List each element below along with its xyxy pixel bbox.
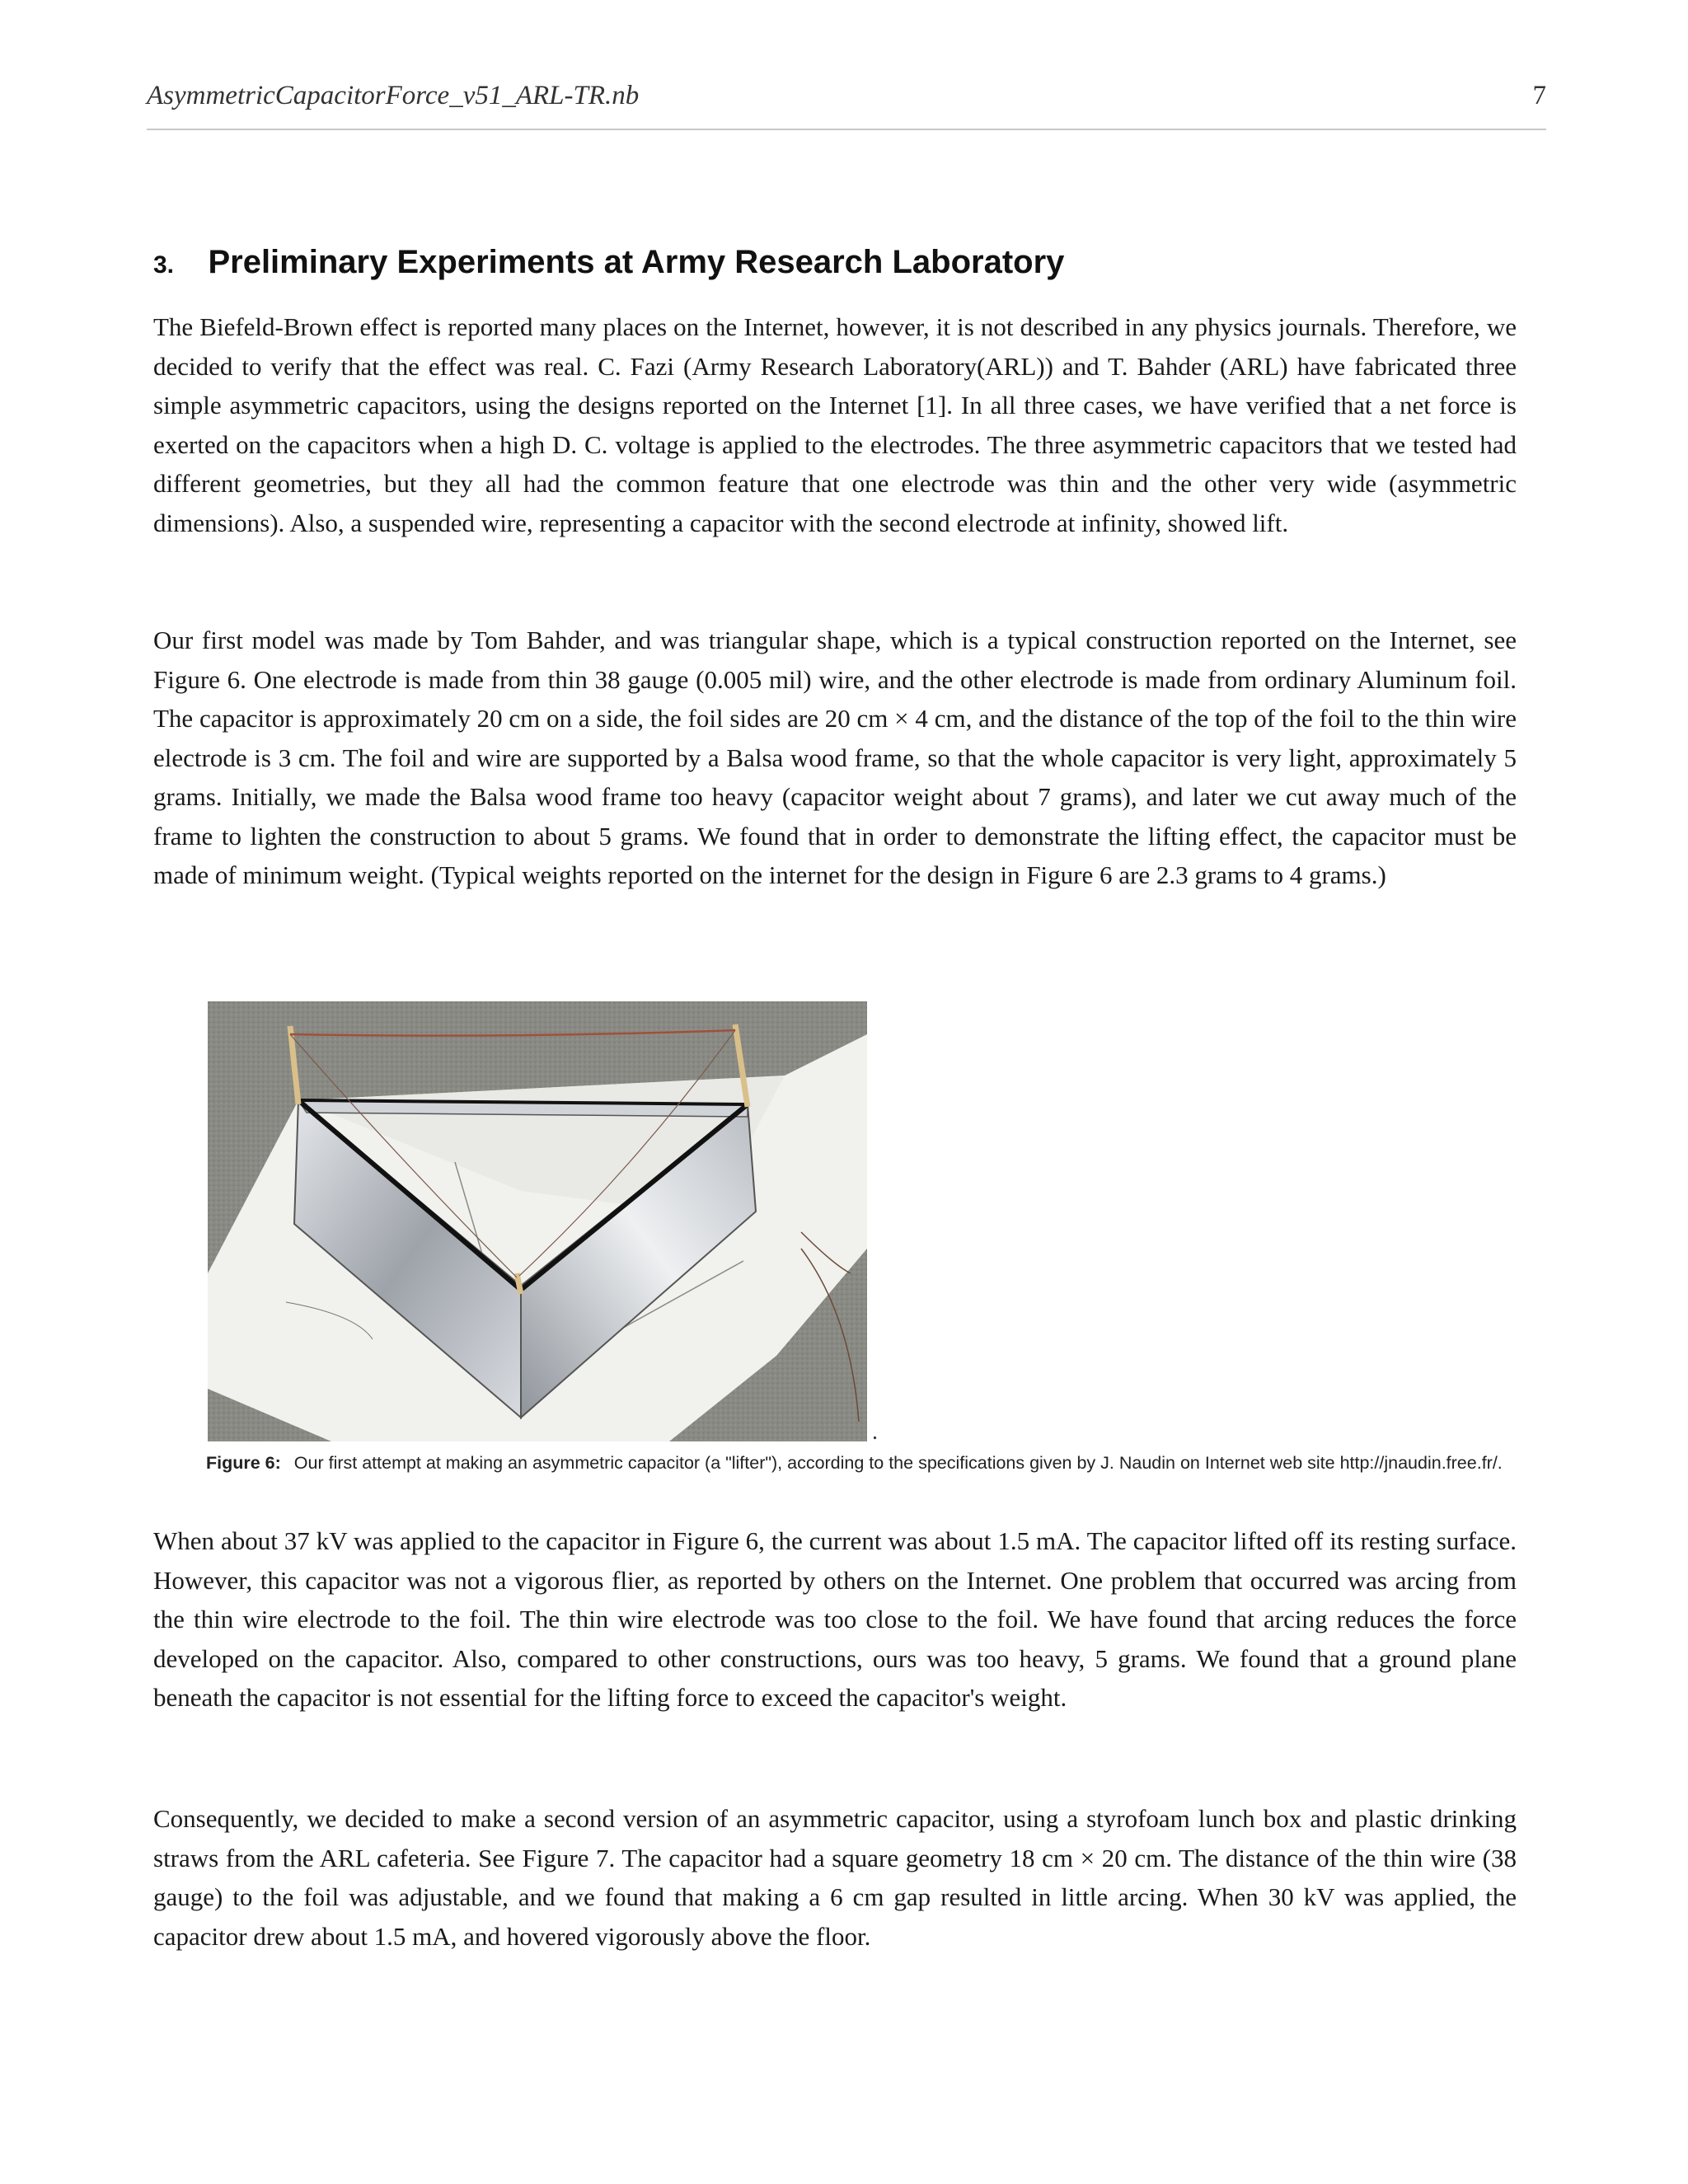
paragraph-2: Our first model was made by Tom Bahder, and was triangular shape, which is a typical construction reported on the Internet, see Figure 6. One electrode is made from thin 38 gauge (0.005 mil) wire, and the other electrode is made from ordinary Aluminum foil. The capacitor is approximately 20 cm on a side, the foil sides are 20 cm × 4 cm, and the distance of the top of the foil to the thin wire electrode is 3 cm. The foil and wire are supported by a Balsa wood frame, so that the whole capacitor is very light, approximately 5 grams. Initially, we made the Balsa wood frame too heavy (capacitor weight about 7 grams), and later we cut away much of the frame to lighten the construction to about 5 grams. We found that in order to demonstrate the lifting effect, the capacitor must be made of minimum weight. (Typical weights reported on the internet for the design in Figure 6 are 2.3 grams to 4 grams.) xyxy=(153,626,1517,889)
figure-6-photo xyxy=(208,1001,867,1441)
figure-6-caption xyxy=(206,1451,1512,1475)
section-number: 3. xyxy=(153,251,175,279)
section-heading xyxy=(153,244,1554,281)
figure-period: . xyxy=(872,1419,878,1445)
paragraph-3: When about 37 kV was applied to the capacitor in Figure 6, the current was about 1.5 mA. The capacitor lifted off its resting surface. However, this capacitor was not a vigorous flier, as reported by others on the Internet. One problem that occurred was arcing from the thin wire electrode to the foil. The thin wire electrode was too close to the foil. We have found that arcing reduces the force developed on the capacitor. Also, compared to other constructions, ours was too heavy, 5 grams. We found that a ground plane beneath the capacitor is not essential for the lifting force to exceed the capacitor's weight. xyxy=(153,1526,1517,1712)
caption-text: Our first attempt at making an asymmetric capacitor (a "lifter"), according to the specifications given by J. Naudin on Internet web site http://jnaudin.free.fr/. xyxy=(293,1453,1503,1473)
running-header xyxy=(147,81,1546,130)
paragraph-4: Consequently, we decided to make a second version of an asymmetric capacitor, using a styrofoam lunch box and plastic drinking straws from the ARL cafeteria. See Figure 7. The capacitor had a square geometry 18 cm × 20 cm. The distance of the thin wire (38 gauge) to the foil was adjustable, and we found that making a 6 cm gap resulted in little arcing. When 30 kV was applied, the capacitor drew about 1.5 mA, and hovered vigorously above the floor. xyxy=(153,1804,1517,1951)
paragraph-1: The Biefeld-Brown effect is reported many places on the Internet, however, it is not described in any physics journals. Therefore, we decided to verify that the effect was real. C. Fazi (Army Research Laboratory(ARL)) and T. Bahder (ARL) have fabricated three simple asymmetric capacitors, using the designs reported on the Internet [1]. In all three cases, we have verified that a net force is exerted on the capacitors when a high D. C. voltage is applied to the electrodes. The three asymmetric capacitors that we tested had different geometries, but they all had the common feature that one electrode was thin and the other very wide (asymmetric dimensions). Also, a suspended wire, representing a capacitor with the second electrode at infinity, showed lift. xyxy=(153,312,1517,537)
running-title: AsymmetricCapacitorForce_v51_ARL-TR.nb xyxy=(147,81,640,110)
page-number: 7 xyxy=(1532,81,1546,110)
caption-label: Figure 6: xyxy=(206,1453,281,1473)
balsa-post-front xyxy=(517,1273,521,1294)
section-title: Preliminary Experiments at Army Research Laboratory xyxy=(208,244,1065,280)
